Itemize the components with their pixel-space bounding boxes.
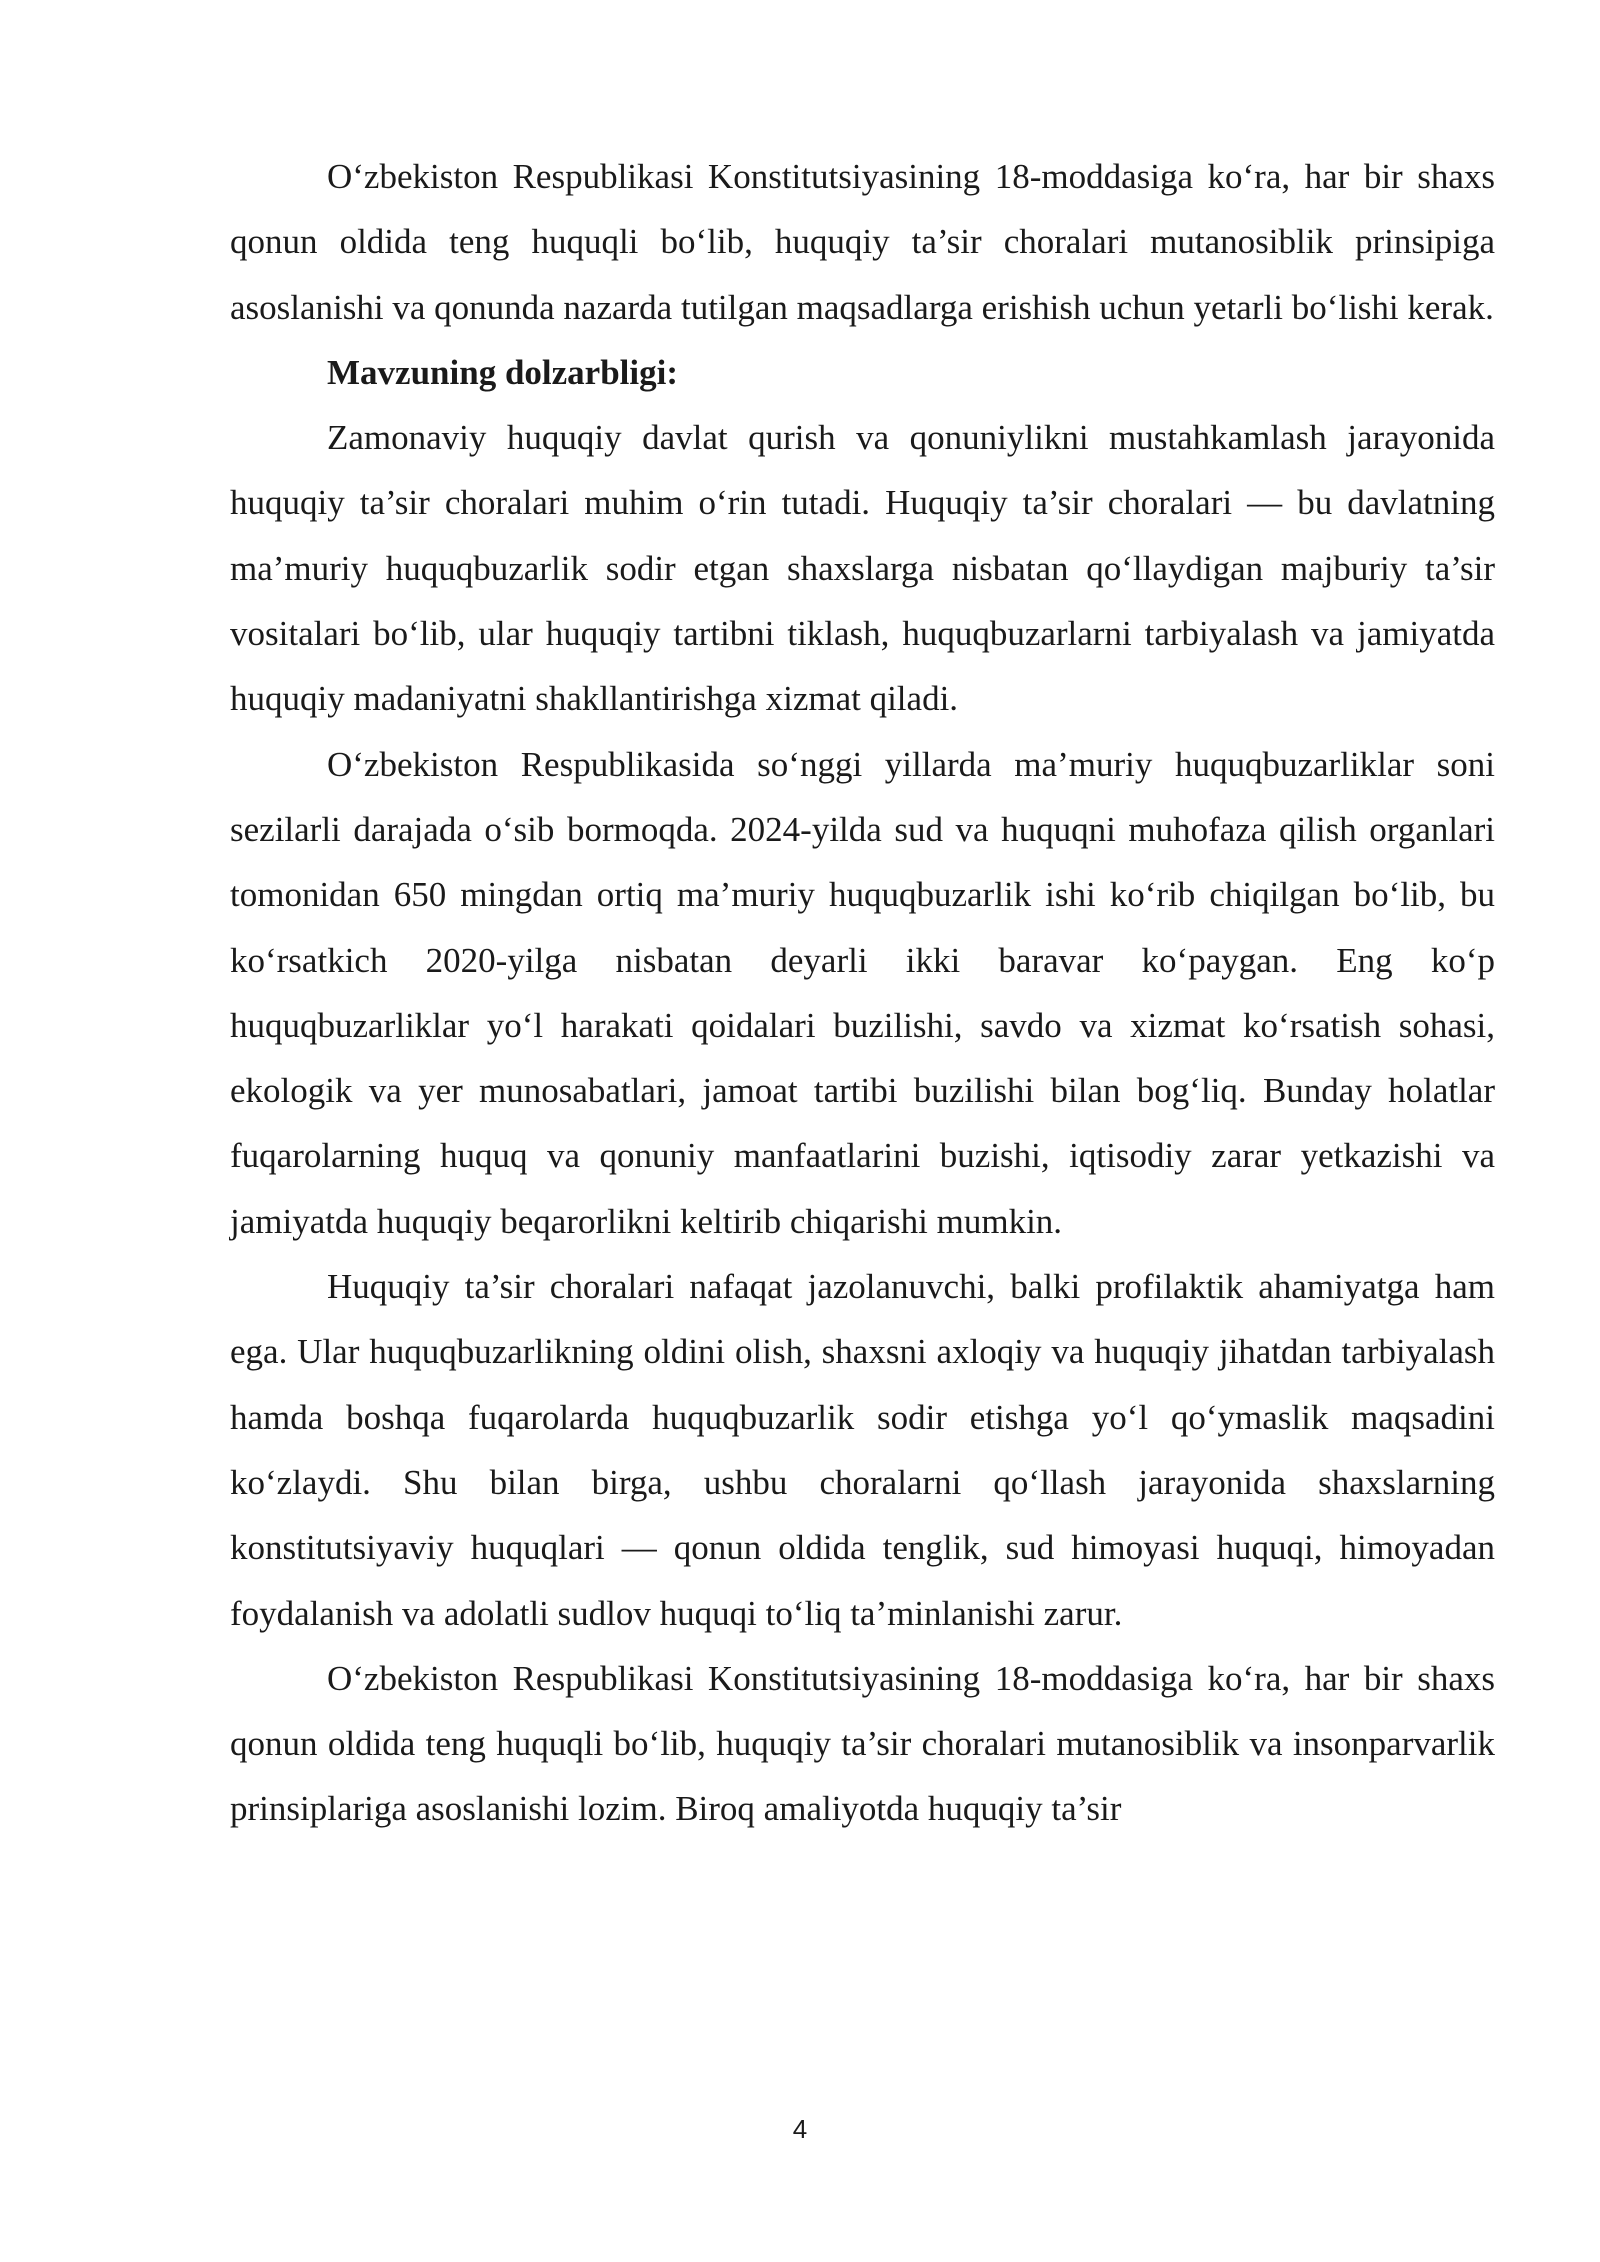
page-number: 4 — [792, 2114, 808, 2144]
paragraph-constitution-intro: O‘zbekiston Respublikasi Konstitutsiyasining 18-moddasiga ko‘ra, har bir shaxs qonun oldida teng huquqli bo‘lib, huquqiy ta’sir choralari mutanosiblik prinsipiga asoslanishi va qonunda nazarda tutilgan maqsadlarga erishish uchun yetarli bo‘lishi kerak. — [230, 157, 1495, 327]
paragraph-constitution-principles: O‘zbekiston Respublikasi Konstitutsiyasining 18-moddasiga ko‘ra, har bir shaxs qonun oldida teng huquqli bo‘lib, huquqiy ta’sir choralari mutanosiblik va insonparvarlik prinsiplariga asoslanishi lozim. Biroq amaliyotda huquqiy ta’sir — [230, 1658, 1495, 1829]
document-body — [230, 144, 1495, 1842]
section-heading-relevance: Mavzuning dolzarbligi: — [327, 352, 678, 392]
paragraph-legal-measures: Zamonaviy huquqiy davlat qurish va qonuniylikni mustahkamlash jarayonida huquqiy ta’sir choralari muhim o‘rin tutadi. Huquqiy ta’sir choralari — bu davlatning ma’muriy huquqbuzarlik sodir etgan shaxslarga nisbatan qo‘llaydigan majburiy ta’sir vositalari bo‘lib, ular huquqiy tartibni tiklash, huquqbuzarlarni tarbiyalash va jamiyatda huquqiy madaniyatni shakllantirishga xizmat qiladi. — [230, 418, 1495, 719]
paragraph-statistics: O‘zbekiston Respublikasida so‘nggi yillarda ma’muriy huquqbuzarliklar soni sezilarli darajada o‘sib bormoqda. 2024-yilda sud va huquqni muhofaza qilish organlari tomonidan 650 mingdan ortiq ma’muriy huquqbuzarlik ishi ko‘rib chiqilgan bo‘lib, bu ko‘rsatkich 2020-yilga nisbatan deyarli ikki baravar ko‘paygan. Eng ko‘p huquqbuzarliklar yo‘l harakati qoidalari buzilishi, savdo va xizmat ko‘rsatish sohasi, ekologik va yer munosabatlari, jamoat tartibi buzilishi bilan bog‘liq. Bunday holatlar fuqarolarning huquq va qonuniy manfaatlarini buzishi, iqtisodiy zarar yetkazishi va jamiyatda huquqiy beqarorlikni keltirib chiqarishi mumkin. — [230, 744, 1495, 1241]
paragraph-preventive-role: Huquqiy ta’sir choralari nafaqat jazolanuvchi, balki profilaktik ahamiyatga ham ega. Ular huquqbuzarlikning oldini olish, shaxsni axloqiy va huquqiy jihatdan tarbiyalash hamda boshqa fuqarolarda huquqbuzarlik sodir etishga yo‘l qo‘ymaslik maqsadini ko‘zlaydi. Shu bilan birga, ushbu choralarni qo‘llash jarayonida shaxslarning konstitutsiyaviy huquqlari — qonun oldida tenglik, sud himoyasi huquqi, himoyadan foydalanish va adolatli sudlov huquqi to‘liq ta’minlanishi zarur. — [230, 1267, 1495, 1633]
